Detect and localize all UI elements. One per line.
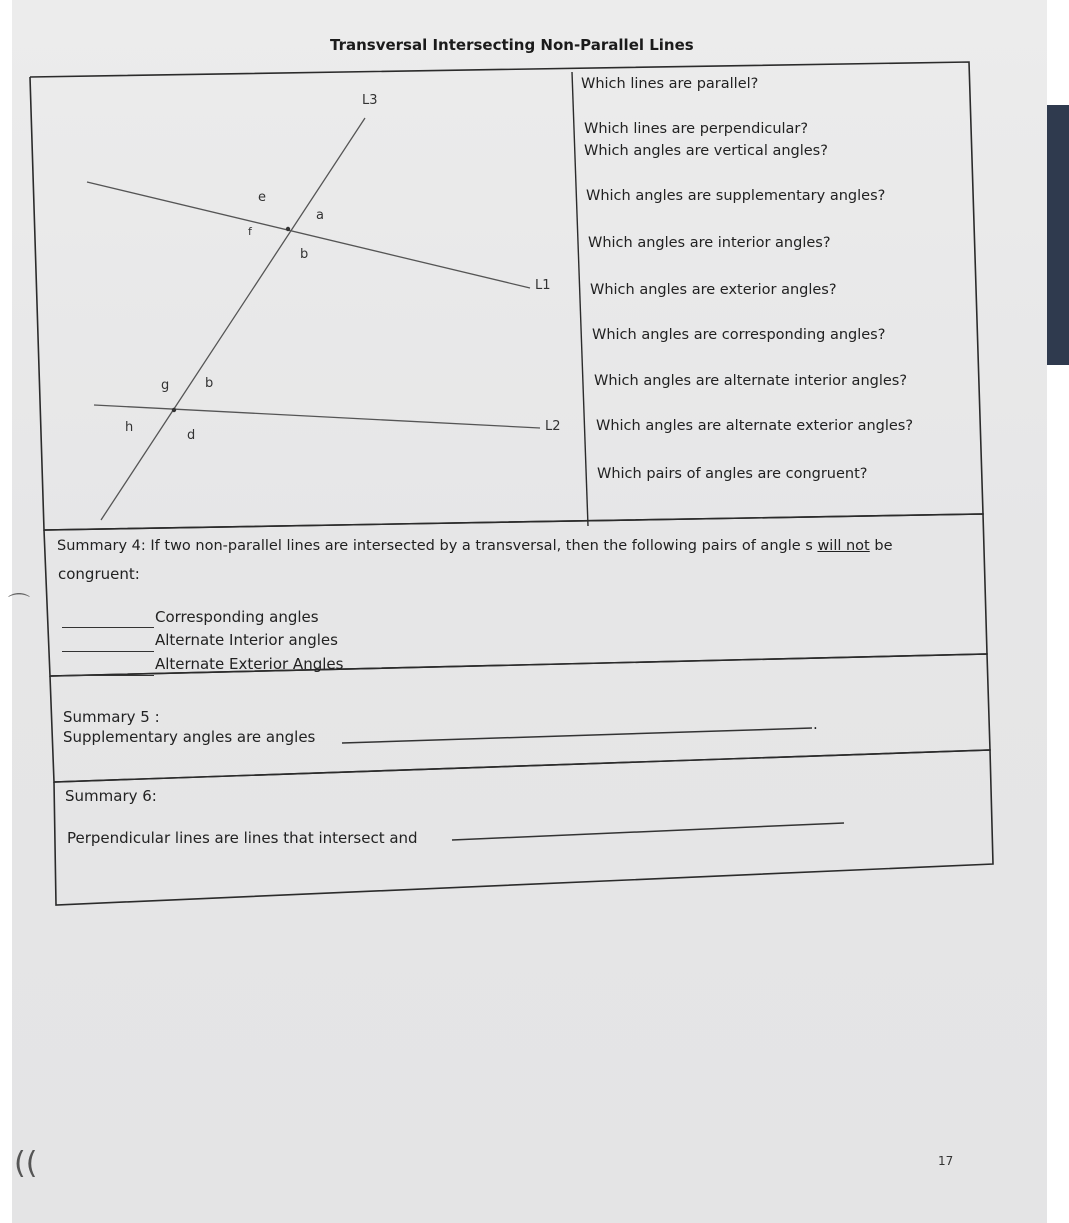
summary4-item-alternate-exterior: Alternate Exterior Angles: [155, 655, 344, 673]
angle-label-f: f: [248, 225, 252, 238]
page-number: 17: [938, 1154, 954, 1168]
question-supplementary: Which angles are supplementary angles?: [586, 188, 886, 204]
label-l3: L3: [362, 93, 378, 108]
question-alternate-interior: Which angles are alternate interior angles?: [594, 373, 908, 389]
summary4-text: Summary 4: If two non-parallel lines are intersected by a transversal, then the following pairs of angle s: [57, 538, 818, 554]
ring-mark-icon: ⌒: [8, 593, 31, 618]
summary6-text: Perpendicular lines are lines that intersect and: [67, 829, 418, 847]
question-alternate-exterior: Which angles are alternate exterior angles?: [596, 418, 914, 434]
summary4-item-alternate-interior: Alternate Interior angles: [155, 631, 338, 649]
question-perpendicular: Which lines are perpendicular?: [584, 121, 809, 137]
summary5-period: .: [813, 715, 818, 733]
question-congruent: Which pairs of angles are congruent?: [597, 466, 868, 482]
angle-label-a: a: [316, 208, 324, 223]
label-l2: L2: [545, 419, 561, 434]
angle-label-b-lower: b: [205, 376, 214, 391]
label-l1: L1: [535, 278, 551, 293]
angle-label-d: d: [187, 428, 196, 443]
summary5-text: Supplementary angles are angles: [63, 728, 316, 746]
angle-label-g: g: [161, 378, 170, 393]
question-parallel: Which lines are parallel?: [581, 76, 759, 92]
page-title: Transversal Intersecting Non-Parallel Lines: [330, 36, 694, 54]
angle-label-e: e: [258, 190, 266, 205]
summary4-line2: congruent:: [58, 565, 140, 583]
angle-label-b-upper: b: [300, 247, 309, 262]
summary5-heading: Summary 5 :: [63, 708, 160, 726]
summary4-item-corresponding: Corresponding angles: [155, 608, 319, 626]
question-exterior: Which angles are exterior angles?: [590, 282, 837, 298]
angle-label-h: h: [125, 420, 134, 435]
summary4-underlined: will not: [817, 538, 870, 554]
question-corresponding: Which angles are corresponding angles?: [592, 327, 886, 343]
summary5-answer-line: [342, 728, 812, 743]
question-vertical: Which angles are vertical angles?: [584, 143, 828, 159]
question-interior: Which angles are interior angles?: [588, 235, 831, 251]
summary6-answer-line: [452, 823, 844, 840]
summary6-heading: Summary 6:: [65, 787, 157, 805]
crescent-icon: ((: [14, 1146, 38, 1181]
summary4-text-end: be: [869, 538, 893, 554]
